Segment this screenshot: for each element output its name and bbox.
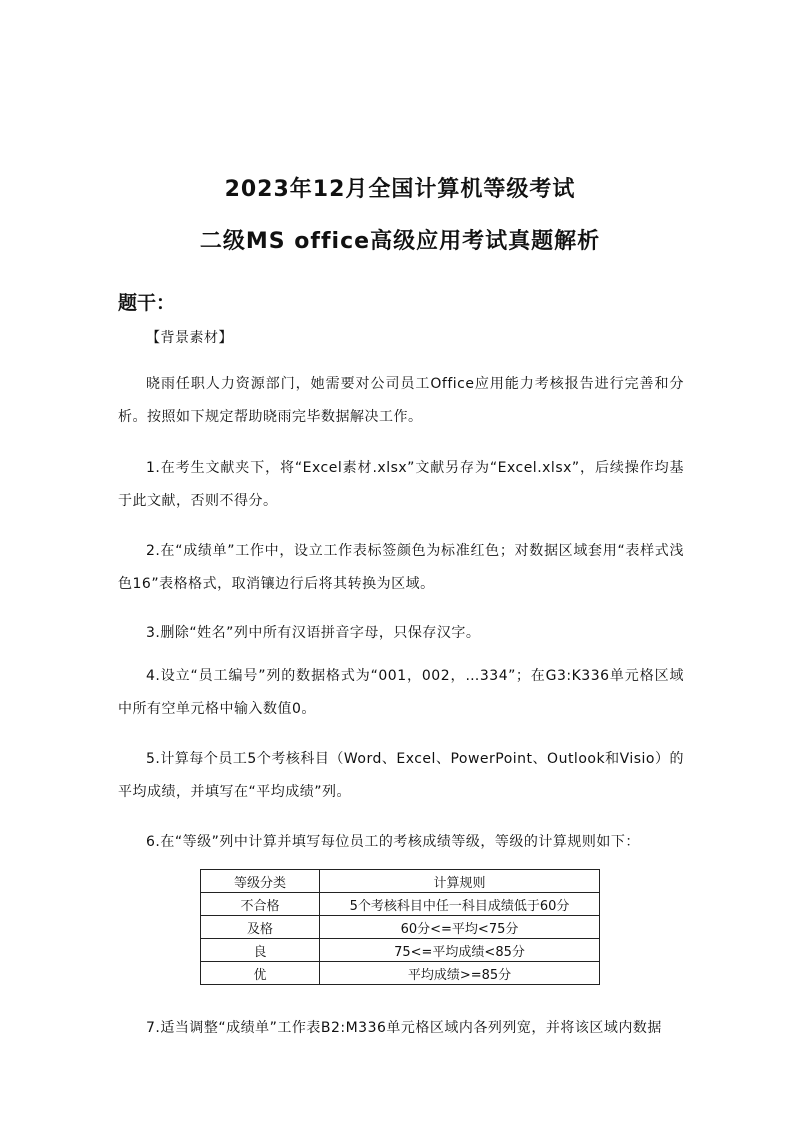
table-row bbox=[201, 939, 600, 962]
paragraph-step-2: 2.在“成绩单”工作中，设立工作表标签颜色为标准红色；对数据区域套用“表样式浅色16”表格格式，取消镶边行后将其转换为区域。 bbox=[118, 543, 684, 592]
table-header-cell: 等级分类 bbox=[201, 870, 320, 893]
section-heading: 题干： bbox=[118, 292, 176, 314]
paragraph-step-4: 4.设立“员工编号”列的数据格式为“001，002，…334”；在G3:K336单元格区域中所有空单元格中输入数值0。 bbox=[118, 668, 684, 717]
paragraph-step-1: 1.在考生文献夹下，将“Excel素材.xlsx”文献另存为“Excel.xlsx”，后续操作均基于此文献，否则不得分。 bbox=[118, 460, 684, 509]
background-label: 【背景素材】 bbox=[146, 330, 233, 346]
grade-rules-table bbox=[200, 869, 600, 985]
table-header-row bbox=[201, 870, 600, 893]
table-cell: 75<=平均成绩<85分 bbox=[320, 939, 600, 962]
table-row bbox=[201, 893, 600, 916]
paragraph-step-3: 3.删除“姓名”列中所有汉语拼音字母，只保存汉字。 bbox=[146, 625, 481, 641]
table-cell: 良 bbox=[201, 939, 320, 962]
table-cell: 优 bbox=[201, 962, 320, 985]
table-cell: 不合格 bbox=[201, 893, 320, 916]
document-title-line1: 2023年12月全国计算机等级考试 bbox=[224, 177, 576, 202]
paragraph-step-7: 7.适当调整“成绩单”工作表B2:M336单元格区域内各列列宽，并将该区域内数据 bbox=[146, 1020, 662, 1036]
table-row bbox=[201, 916, 600, 939]
table-cell: 5个考核科目中任一科目成绩低于60分 bbox=[320, 893, 600, 916]
table-cell: 60分<=平均<75分 bbox=[320, 916, 600, 939]
table-header-cell: 计算规则 bbox=[320, 870, 600, 893]
paragraph-intro: 晓雨任职人力资源部门，她需要对公司员工Office应用能力考核报告进行完善和分析。按照如下规定帮助晓雨完毕数据解决工作。 bbox=[118, 376, 684, 425]
document-title-line2: 二级MS office高级应用考试真题解析 bbox=[199, 229, 601, 254]
table-cell: 及格 bbox=[201, 916, 320, 939]
table-cell: 平均成绩>=85分 bbox=[320, 962, 600, 985]
paragraph-step-6: 6.在“等级”列中计算并填写每位员工的考核成绩等级，等级的计算规则如下： bbox=[146, 834, 640, 850]
table-row bbox=[201, 962, 600, 985]
paragraph-step-5: 5.计算每个员工5个考核科目（Word、Excel、PowerPoint、Outlook和Visio）的平均成绩，并填写在“平均成绩”列。 bbox=[118, 751, 684, 800]
